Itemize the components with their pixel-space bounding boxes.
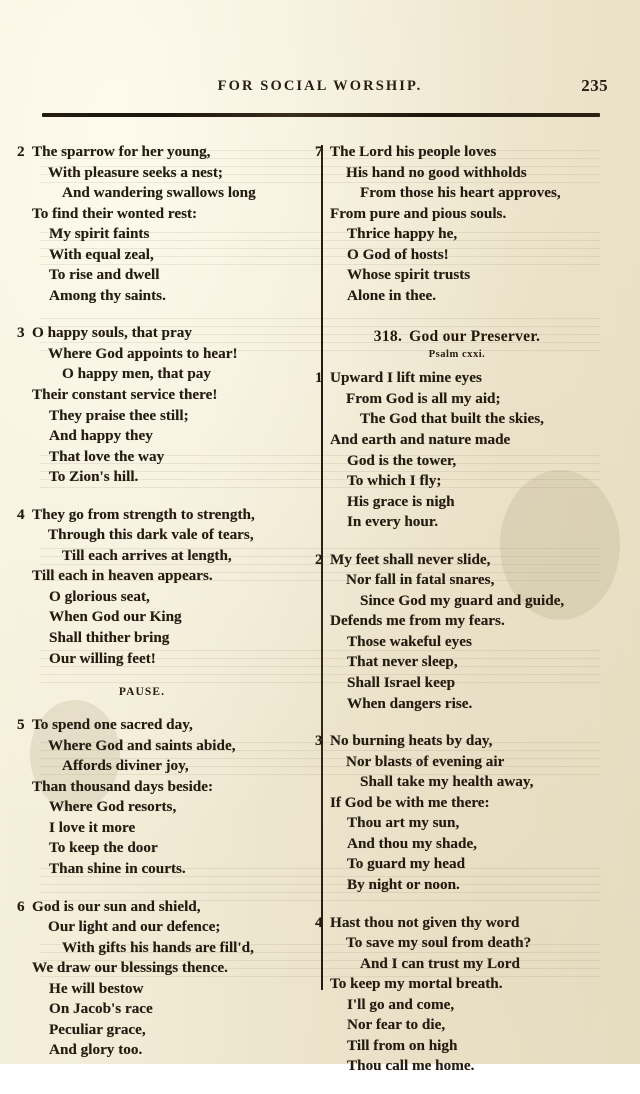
text-columns	[0, 142, 640, 1075]
verse-line: And happy they	[49, 427, 153, 445]
verse-line: And glory too.	[49, 1041, 143, 1059]
verse-line: Than shine in courts.	[49, 859, 186, 877]
stanza-number: 7	[315, 143, 323, 160]
pause-marker: PAUSE.	[118, 686, 166, 699]
verse-line: 3 No burning heats by day,	[330, 731, 592, 752]
verse-line: Till each in heaven appears.	[32, 567, 213, 585]
verse-line: We draw our blessings thence.	[32, 959, 228, 977]
verse-line: 1 Upward I lift mine eyes	[330, 368, 592, 389]
verse-line: To rise and dwell	[49, 266, 160, 284]
verse-line: Since God my guard and guide,	[360, 591, 565, 609]
verse-line: His grace is nigh	[347, 492, 455, 510]
verse-line: With pleasure seeks a nest;	[48, 163, 223, 181]
stanza	[315, 142, 592, 306]
running-head: FOR SOCIAL WORSHIP.	[217, 78, 423, 94]
verse-line: 2 The sparrow for her young,	[32, 142, 294, 163]
stanza-number: 2	[315, 550, 323, 568]
verse-line: Those wakeful eyes	[347, 632, 472, 650]
verse-line: 4 They go from strength to strength,	[32, 505, 294, 526]
verse-line: Through this dark vale of tears,	[48, 526, 254, 544]
verse-line: Peculiar grace,	[49, 1020, 146, 1038]
verse-line: 6 God is our sun and shield,	[32, 897, 294, 918]
verse-line: And I can trust my Lord	[360, 954, 520, 972]
verse-line: Till each arrives at length,	[62, 546, 232, 564]
stanza	[17, 323, 294, 487]
stanza-number: 5	[17, 716, 25, 734]
stanza	[315, 913, 592, 1077]
stanza	[315, 731, 592, 895]
verse-line: 3 O happy souls, that pray	[32, 323, 294, 344]
verse-line: To which I fly;	[347, 472, 442, 490]
verse-line: Shall Israel keep	[347, 674, 456, 692]
verse-line: 2 My feet shall never slide,	[330, 550, 592, 571]
verse-line: To keep my mortal breath.	[330, 975, 503, 993]
verse-line: O happy men, that pay	[62, 365, 211, 383]
stanza-number: 2	[17, 143, 25, 160]
verse-line: Nor fear to die,	[347, 1016, 446, 1034]
verse-line: Till from on high	[347, 1036, 458, 1054]
verse-line: Than thousand days beside:	[32, 777, 214, 795]
stanza	[17, 715, 294, 879]
verse-line: 4 Hast thou not given thy word	[330, 913, 592, 934]
verse-line: My spirit faints	[49, 225, 150, 243]
verse-line: And earth and nature made	[330, 431, 511, 449]
verse-line: When dangers rise.	[347, 694, 473, 712]
verse-line: I'll go and come,	[347, 995, 455, 1013]
verse-line: From God is all my aid;	[346, 389, 501, 407]
verse-line: That never sleep,	[347, 653, 458, 671]
verse-line: And wandering swallows long	[62, 184, 256, 202]
verse-line: Defends me from my fears.	[330, 612, 505, 630]
verse-line: The God that built the skies,	[360, 410, 544, 428]
stanza	[315, 550, 592, 714]
stanza	[17, 142, 294, 306]
verse-line: 5 To spend one sacred day,	[32, 715, 294, 736]
verse-line: On Jacob's race	[49, 1000, 153, 1018]
verse-line: To find their wonted rest:	[32, 204, 198, 222]
right-column	[315, 142, 592, 1094]
hymn-scripture-reference: Psalm cxxi.	[428, 349, 486, 361]
verse-line: From those his heart approves,	[360, 184, 561, 202]
verse-line: If God be with me there:	[330, 793, 490, 811]
left-column	[17, 142, 294, 1078]
verse-line: Shall take my health away,	[360, 773, 534, 791]
stanza	[17, 505, 294, 669]
verse-line: To guard my head	[347, 855, 466, 873]
verse-line: To Zion's hill.	[49, 468, 139, 486]
verse-line: Our light and our defence;	[48, 918, 221, 936]
verse-line: I love it more	[49, 818, 136, 836]
verse-line: His hand no good withholds	[346, 163, 527, 181]
header-rule	[42, 113, 600, 117]
stanza-number: 4	[315, 913, 323, 931]
hymn-heading	[330, 328, 592, 346]
verse-line: And thou my shade,	[347, 834, 477, 852]
stanza-number: 4	[17, 505, 25, 523]
verse-line: O God of hosts!	[347, 245, 449, 263]
verse-line: Where God and saints abide,	[48, 736, 236, 754]
verse-line: To keep the door	[49, 839, 158, 857]
verse-line: O glorious seat,	[49, 587, 150, 605]
verse-line: From pure and pious souls.	[330, 204, 507, 222]
hymn-title: God our Preserver.	[409, 328, 541, 346]
verse-line: Our willing feet!	[49, 649, 156, 667]
verse-line: Alone in thee.	[347, 286, 437, 304]
verse-line: To save my soul from death?	[346, 934, 532, 952]
verse-line: 7 The Lord his people loves	[330, 142, 592, 163]
stanza-number: 3	[315, 732, 323, 750]
verse-line: With equal zeal,	[49, 245, 154, 263]
verse-line: He will bestow	[49, 979, 144, 997]
verse-line: God is the tower,	[347, 451, 457, 469]
verse-line: Thou art my sun,	[347, 814, 460, 832]
page-number: 235	[581, 76, 608, 95]
verse-line: By night or noon.	[347, 875, 460, 893]
verse-line: Thrice happy he,	[347, 225, 458, 243]
verse-line: That love the way	[49, 447, 165, 465]
verse-line: In every hour.	[347, 513, 438, 531]
verse-line: When God our King	[49, 608, 182, 626]
stanza-number: 1	[315, 369, 323, 387]
verse-line: Among thy saints.	[49, 286, 166, 304]
stanza-number: 6	[17, 897, 25, 915]
verse-line: Their constant service there!	[32, 386, 218, 404]
hymn-number: 318.	[373, 328, 403, 346]
verse-line: With gifts his hands are fill'd,	[62, 938, 254, 956]
verse-line: Affords diviner joy,	[62, 757, 189, 775]
verse-line: Thou call me home.	[347, 1057, 475, 1075]
stanza	[17, 897, 294, 1061]
stanza	[315, 368, 592, 532]
verse-line: Nor blasts of evening air	[346, 752, 505, 770]
verse-line: Where God resorts,	[49, 798, 177, 816]
verse-line: Nor fall in fatal snares,	[346, 571, 495, 589]
verse-line: Where God appoints to hear!	[48, 344, 238, 362]
verse-line: Whose spirit trusts	[347, 266, 471, 284]
verse-line: They praise thee still;	[49, 406, 189, 424]
stanza-number: 3	[17, 324, 25, 342]
verse-line: Shall thither bring	[49, 629, 170, 647]
